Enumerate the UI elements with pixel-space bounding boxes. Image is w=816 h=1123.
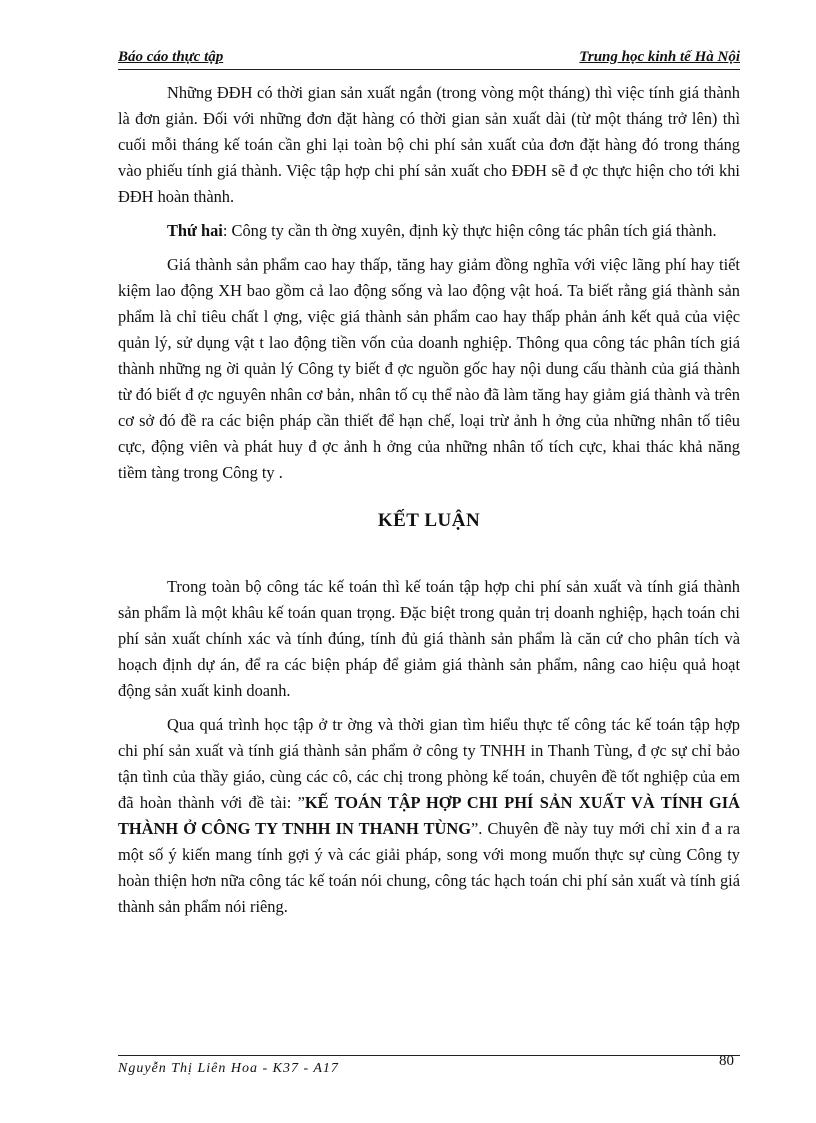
- document-body: [118, 80, 740, 920]
- paragraph-5-part-a: Qua quá trình học tập ở tr ờng và thời gian tìm hiểu thực tế công tác kế toán tập hợp chi phí sản xuất và tính giá thành sản phẩm ở công ty TNHH in Thanh Tùng, đ ợc sự chỉ bảo tận tình của thầy giáo, cùng các cô, các chị trong phòng kế toán, chuyên đề tốt nghiệp của em đã hoàn thành với đề tài: ”: [118, 715, 740, 812]
- page-header: [118, 47, 740, 70]
- paragraph-2-lead: Thứ hai: [167, 221, 223, 240]
- paragraph-2: [118, 218, 740, 244]
- footer-author: Nguyễn Thị Liên Hoa - K37 - A17: [118, 1061, 339, 1076]
- header-right-title: Trung học kinh tế Hà Nội: [579, 49, 740, 65]
- page-number: 80: [719, 1053, 734, 1069]
- paragraph-1: Những ĐĐH có thời gian sản xuất ngắn (trong vòng một tháng) thì việc tính giá thành là đơn giản. Đối với những đơn đặt hàng có thời gian sản xuất dài (từ một tháng trở lên) thì cuối mỗi tháng kế toán cần ghi lại toàn bộ chi phí sản xuất của đơn đặt hàng đó trong tháng vào phiếu tính giá thành. Việc tập hợp chi phí sản xuất cho ĐĐH sẽ đ ợc thực hiện cho tới khi ĐĐH hoàn thành.: [118, 83, 740, 206]
- page-footer: [118, 1055, 740, 1082]
- paragraph-4: Trong toàn bộ công tác kế toán thì kế toán tập hợp chi phí sản xuất và tính giá thành sản phẩm là một khâu kế toán quan trọng. Đặc biệt trong quản trị doanh nghiệp, hạch toán chi phí sản xuất chính xác và tính đúng, tính đủ giá thành sản phẩm là căn cứ cho phân tích và hoạch định dự án, để ra các biện pháp để giảm giá thành sản phẩm, nâng cao hiệu quả hoạt động sản xuất kinh doanh.: [118, 577, 740, 700]
- paragraph-5-part-b: ”. Chuyên đề này tuy mới chỉ xin đ a ra một số ý kiến mang tính gợi ý và các giải pháp, song với mong muốn thực sự cùng Công ty hoàn thiện hơn nữa công tác kế toán nói chung, công tác hạch toán chi phí sản xuất và tính giá thành sản phẩm nói riêng.: [118, 819, 740, 916]
- paragraph-5: [118, 712, 740, 920]
- conclusion-heading: KẾT LUẬN: [377, 510, 481, 531]
- header-left-title: Báo cáo thực tập: [118, 49, 224, 65]
- paragraph-3: Giá thành sản phẩm cao hay thấp, tăng hay giảm đồng nghĩa với việc lãng phí hay tiết kiệm lao động XH bao gồm cả lao động sống và lao động vật hoá. Ta biết rằng giá thành sản phẩm là chỉ tiêu chất l ợng, việc giá thành sản phẩm cao hay thấp phản ánh kết quả của việc quản lý, sử dụng vật t lao động tiền vốn của doanh nghiệp. Thông qua công tác phân tích giá thành những ng ời quản lý Công ty biết đ ợc nguồn gốc hay nội dung cấu thành của giá thành từ đó biết đ ợc nguyên nhân cơ bản, nhân tố cụ thể nào đã làm tăng hay giảm giá thành và trên cơ sở đó đề ra các biện pháp cần thiết để hạn chế, loại trừ ảnh h ởng của những nhân tố tiêu cực, động viên và phát huy đ ợc ảnh h ởng của những nhân tố tích cực, khai thác khả năng tiềm tàng trong Công ty .: [118, 255, 740, 482]
- thesis-title: KẾ TOÁN TẬP HỢP CHI PHÍ SẢN XUẤT VÀ TÍNH GIÁ THÀNH Ở CÔNG TY TNHH IN THANH TÙNG: [118, 793, 740, 838]
- paragraph-2-text: : Công ty cần th ờng xuyên, định kỳ thực hiện công tác phân tích giá thành.: [222, 221, 717, 240]
